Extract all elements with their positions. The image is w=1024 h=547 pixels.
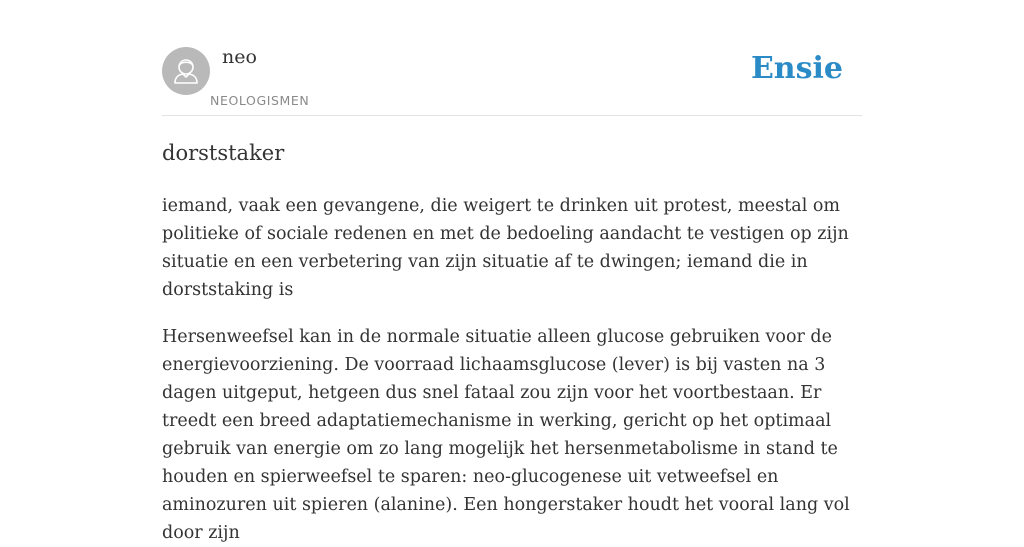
entry-header — [162, 0, 862, 116]
user-silhouette-icon — [162, 47, 210, 95]
entry-definition: iemand, vaak een gevangene, die weigert te drinken uit protest, meestal om politieke of sociale redenen en met de bedoeling aandacht te vestigen op zijn situatie en een verbetering van zijn situatie af te dwingen; iemand die in dorststaking is — [162, 196, 849, 300]
author-avatar[interactable] — [162, 47, 210, 95]
entry-title: dorststaker — [162, 141, 285, 165]
author-name-link[interactable]: neo — [222, 46, 257, 68]
category-link[interactable]: NEOLOGISMEN — [210, 93, 310, 108]
content-container — [162, 0, 862, 543]
entry-example: Hersenweefsel kan in de normale situatie alleen glucose gebruiken voor de energievoorziening. De voorraad lichaamsglucose (lever) is bij vasten na 3 dagen uitgeput, hetgeen dus snel fataal zou zijn voor het voortbestaan. Er treedt een breed adaptatiemechanisme in werking, gericht op het optimaal gebruik van energie om zo lang mogelijk het hersenmetabolisme in stand te houden en spierweefsel te sparen: neo-glucogenese uit vetweefsel en aminozuren uit spieren (alanine). Een hongerstaker houdt het vooral lang vol door zijn — [162, 327, 850, 543]
brand-logo[interactable]: Ensie — [750, 51, 843, 86]
